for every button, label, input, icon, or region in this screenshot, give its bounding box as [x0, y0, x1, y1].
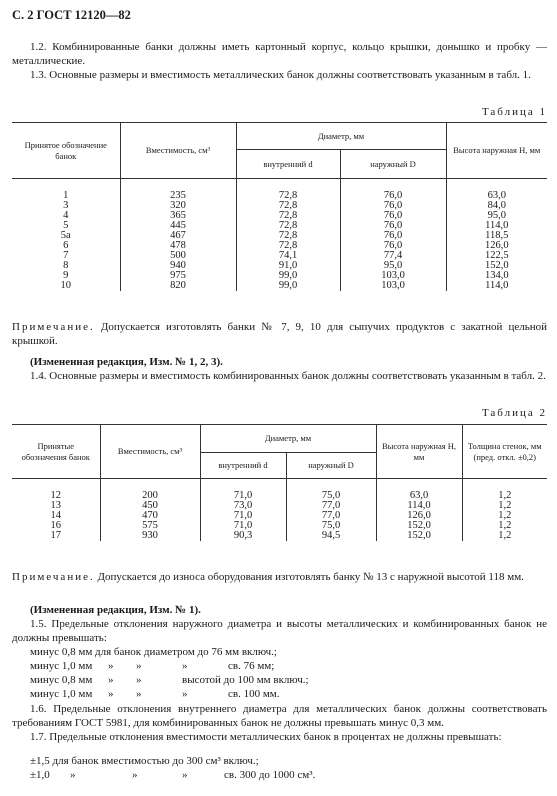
- list-line: [12, 754, 547, 768]
- list-part: высотой до 100 мм включ.;: [182, 674, 309, 686]
- paragraph-1-5: 1.5. Предельные отклонения наружного диаметра и высоты металлических и комбинированных банок не должны превышать:: [12, 618, 547, 644]
- t1-header-outer: наружный D: [340, 150, 446, 179]
- list-part: »: [136, 660, 142, 672]
- list-part: »: [136, 688, 142, 700]
- t1-header-diameter: Диаметр, мм: [236, 123, 446, 150]
- list-part: »: [182, 688, 188, 700]
- table-cell: 76,0: [340, 231, 446, 241]
- table-cell: 134,0: [446, 271, 547, 281]
- table-row: [12, 521, 547, 531]
- table-cell: 103,0: [340, 281, 446, 291]
- table-cell: 77,4: [340, 251, 446, 261]
- table-cell: 478: [120, 241, 236, 251]
- table-cell: 71,0: [200, 511, 286, 521]
- table-cell: 12: [50, 490, 61, 501]
- t2-header-inner: внутренний d: [200, 453, 286, 479]
- table-cell: 575: [100, 521, 200, 531]
- table-cell: 1,2: [462, 521, 547, 531]
- table-cell: 1,2: [462, 531, 547, 541]
- table-cell: 95,0: [340, 261, 446, 271]
- table-cell: 84,0: [446, 201, 547, 211]
- list-line: [12, 673, 547, 687]
- table-cell: 1,2: [462, 511, 547, 521]
- list-lead: минус 1,0 мм: [30, 688, 93, 700]
- table-cell: 930: [100, 531, 200, 541]
- paragraph-1-4: 1.4. Основные размеры и вместимость комбинированных банок должны соответствовать указанным в табл. 2.: [30, 370, 546, 382]
- table-cell: 6: [63, 240, 69, 251]
- amendment-note-2: (Измененная редакция, Изм. № 1).: [30, 604, 201, 616]
- table-row: [12, 281, 547, 291]
- table-cell: 103,0: [340, 271, 446, 281]
- table-cell: 1,2: [462, 479, 547, 502]
- table-cell: 5: [63, 220, 69, 231]
- table-cell: 76,0: [340, 201, 446, 211]
- table-cell: 4: [63, 210, 69, 221]
- table-cell: 500: [120, 251, 236, 261]
- table-cell: 118,5: [446, 231, 547, 241]
- table-cell: 470: [100, 511, 200, 521]
- table-cell: 72,8: [236, 179, 340, 202]
- table-cell: 63,0: [446, 179, 547, 202]
- list-line: [12, 687, 547, 701]
- table-cell: 16: [50, 520, 61, 531]
- page-header: С. 2 ГОСТ 12120—82: [12, 8, 131, 22]
- table-cell: 152,0: [446, 261, 547, 271]
- table-row: [12, 479, 547, 502]
- table-cell: 114,0: [446, 281, 547, 291]
- note-label: Примечание.: [12, 321, 95, 333]
- t1-header-designation: Принятое обозначение банок: [12, 123, 120, 179]
- table-cell: 10: [60, 280, 71, 291]
- table-2-note: [12, 570, 547, 584]
- list-part: »: [136, 674, 142, 686]
- list-part: »: [70, 769, 76, 781]
- table-row: [12, 179, 547, 202]
- table-1-note: [12, 320, 547, 348]
- list-line: [12, 768, 547, 782]
- table-cell: 90,3: [200, 531, 286, 541]
- paragraph-1-7: 1.7. Предельные отклонения вместимости металлических банок в процентах не должны превышать:: [30, 731, 502, 743]
- table-cell: 1,2: [462, 501, 547, 511]
- table-cell: 17: [50, 530, 61, 541]
- paragraph-1-3: 1.3. Основные размеры и вместимость металлических банок должны соответствовать указанным в табл. 1.: [30, 69, 531, 81]
- note-label: Примечание.: [12, 571, 95, 583]
- table-cell: 76,0: [340, 179, 446, 202]
- table-cell: 5а: [60, 230, 71, 241]
- list-lead: минус 1,0 мм: [30, 660, 93, 672]
- t2-header-capacity: Вместимость, см³: [100, 425, 200, 479]
- list-part: св. 300 до 1000 см³.: [224, 769, 316, 781]
- t2-header-height: Высота наружная H, мм: [376, 425, 462, 479]
- table-cell: 94,5: [286, 531, 376, 541]
- t2-header-diameter: Диаметр, мм: [200, 425, 376, 453]
- list-part: »: [182, 769, 188, 781]
- table-cell: 820: [120, 281, 236, 291]
- table-2: [12, 424, 547, 541]
- table-cell: 975: [120, 271, 236, 281]
- table-cell: 13: [50, 500, 61, 511]
- table-cell: 77,0: [286, 501, 376, 511]
- list-1-7: [12, 754, 547, 782]
- t2-header-outer: наружный D: [286, 453, 376, 479]
- table-cell: 450: [100, 501, 200, 511]
- table-cell: 122,5: [446, 251, 547, 261]
- table-cell: 77,0: [286, 511, 376, 521]
- table-cell: 99,0: [236, 271, 340, 281]
- list-part: »: [182, 660, 188, 672]
- list-line: [12, 659, 547, 673]
- table-cell: 72,8: [236, 201, 340, 211]
- table-cell: 72,8: [236, 211, 340, 221]
- table-cell: 445: [120, 221, 236, 231]
- table-cell: 126,0: [446, 241, 547, 251]
- table-cell: 75,0: [286, 521, 376, 531]
- t1-header-height: Высота наружная H, мм: [446, 123, 547, 179]
- table-1: [12, 122, 547, 291]
- list-part: »: [108, 660, 114, 672]
- list-1-5: [12, 645, 547, 701]
- table-cell: 72,8: [236, 221, 340, 231]
- list-part: св. 100 мм.: [228, 688, 280, 700]
- table-cell: 74,1: [236, 251, 340, 261]
- table-cell: 365: [120, 211, 236, 221]
- table-cell: 95,0: [446, 211, 547, 221]
- table-row: [12, 501, 547, 511]
- table-cell: 9: [63, 270, 69, 281]
- table-cell: 126,0: [376, 511, 462, 521]
- paragraph-1-2: 1.2. Комбинированные банки должны иметь картонный корпус, кольцо крышки, донышко и пробку — металлические.: [12, 41, 547, 67]
- list-part: св. 76 мм;: [228, 660, 275, 672]
- table-cell: 91,0: [236, 261, 340, 271]
- table-cell: 114,0: [446, 221, 547, 231]
- list-lead: минус 0,8 мм для банок диаметром до 76 мм включ.;: [30, 646, 277, 658]
- table-cell: 72,8: [236, 241, 340, 251]
- table-cell: 14: [50, 510, 61, 521]
- table-cell: 71,0: [200, 479, 286, 502]
- note-text: Допускается изготовлять банки № 7, 9, 10 для сыпучих продуктов с закатной цельной крышкой.: [12, 321, 547, 347]
- table-cell: 152,0: [376, 521, 462, 531]
- table-cell: 235: [120, 179, 236, 202]
- table-cell: 3: [63, 200, 69, 211]
- list-part: »: [132, 769, 138, 781]
- table-cell: 76,0: [340, 221, 446, 231]
- table-cell: 71,0: [200, 521, 286, 531]
- table-cell: 200: [100, 479, 200, 502]
- table-cell: 76,0: [340, 241, 446, 251]
- paragraph-1-6: 1.6. Предельные отклонения внутреннего диаметра для металлических банок должны соответствовать требованиям ГОСТ 5981, для комбинированных банок не должны превышать минус 0,3 мм.: [12, 703, 547, 729]
- list-lead: минус 0,8 мм: [30, 674, 93, 686]
- list-line: [12, 645, 547, 659]
- table-cell: 7: [63, 250, 69, 261]
- note-text: Допускается до износа оборудования изготовлять банку № 13 с наружной высотой 118 мм.: [94, 571, 524, 583]
- table-cell: 467: [120, 231, 236, 241]
- table-cell: 75,0: [286, 479, 376, 502]
- table-cell: 8: [63, 260, 69, 271]
- table-cell: 940: [120, 261, 236, 271]
- table-row: [12, 531, 547, 541]
- table-cell: 76,0: [340, 211, 446, 221]
- table-cell: 1: [63, 190, 69, 201]
- list-part: »: [108, 688, 114, 700]
- t1-header-inner: внутренний d: [236, 150, 340, 179]
- table-2-title: Таблица 2: [481, 407, 547, 419]
- table-cell: 63,0: [376, 479, 462, 502]
- list-lead: ±1,0: [30, 769, 50, 781]
- table-1-title: Таблица 1: [481, 106, 547, 118]
- list-lead: ±1,5 для банок вместимостью до 300 см³ включ.;: [30, 755, 259, 767]
- amendment-note-1: (Измененная редакция, Изм. № 1, 2, 3).: [30, 356, 223, 368]
- list-part: »: [108, 674, 114, 686]
- t2-header-wall: Толщина стенок, мм (пред. откл. ±0,2): [462, 425, 547, 479]
- table-cell: 72,8: [236, 231, 340, 241]
- table-cell: 114,0: [376, 501, 462, 511]
- table-cell: 99,0: [236, 281, 340, 291]
- table-cell: 320: [120, 201, 236, 211]
- t2-header-designation: Принятые обозначения банок: [12, 425, 100, 479]
- table-cell: 73,0: [200, 501, 286, 511]
- t1-header-capacity: Вместимость, см³: [120, 123, 236, 179]
- table-cell: 152,0: [376, 531, 462, 541]
- table-row: [12, 511, 547, 521]
